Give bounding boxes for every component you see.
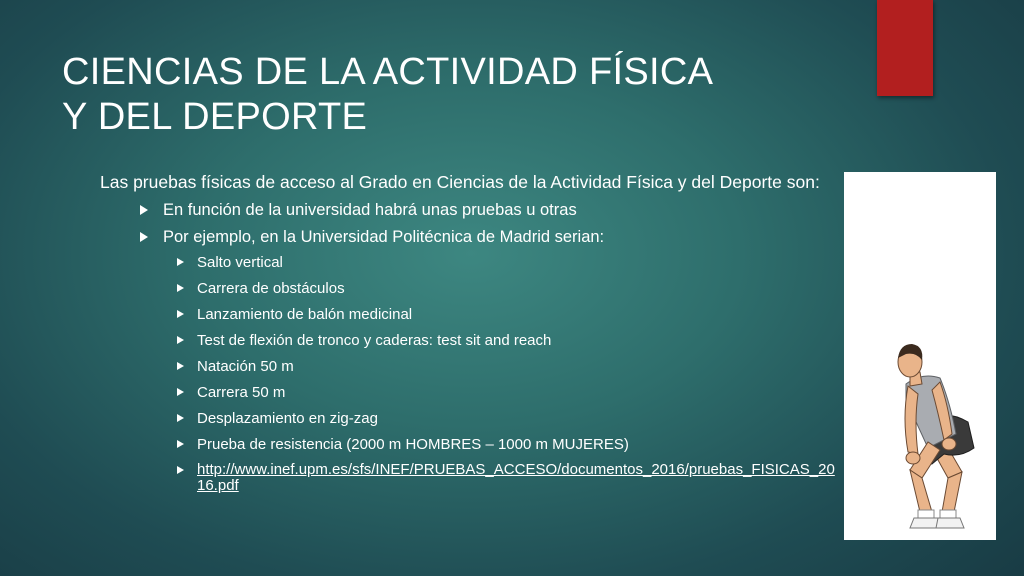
- list-item-text: Lanzamiento de balón medicinal: [197, 306, 413, 323]
- list-item-text: Por ejemplo, en la Universidad Politécnica de Madrid serian:: [163, 228, 605, 246]
- list-item-text: Prueba de resistencia (2000 m HOMBRES – 1000 m MUJERES): [197, 436, 629, 453]
- triangle-bullet-icon: [177, 336, 184, 344]
- triangle-bullet-icon: [140, 232, 148, 242]
- list-item: [100, 200, 840, 220]
- list-item-text: Salto vertical: [197, 254, 283, 271]
- triangle-bullet-icon: [177, 414, 184, 422]
- list-item-text: Test de flexión de tronco y caderas: test sit and reach: [197, 332, 552, 349]
- athlete-image: [844, 172, 996, 540]
- list-item: [100, 332, 840, 350]
- title-line-2: Y DEL DEPORTE: [62, 96, 368, 138]
- bullet-list-level2: [100, 254, 840, 494]
- triangle-bullet-icon: [177, 440, 184, 448]
- list-item: [100, 436, 840, 454]
- triangle-bullet-icon: [177, 388, 184, 396]
- triangle-bullet-icon: [177, 284, 184, 292]
- pruebas-pdf-link[interactable]: http://www.inef.upm.es/sfs/INEF/PRUEBAS_ACCESO/documentos_2016/pruebas_FISICAS_2016.pdf: [197, 461, 835, 494]
- slide-title: [62, 50, 852, 140]
- triangle-bullet-icon: [177, 258, 184, 266]
- list-item: [100, 254, 840, 272]
- list-item: [100, 462, 840, 494]
- list-item-text: Desplazamiento en zig-zag: [197, 410, 378, 427]
- athlete-crouching-illustration: [844, 172, 996, 540]
- triangle-bullet-icon: [177, 466, 184, 474]
- intro-paragraph: Las pruebas físicas de acceso al Grado en Ciencias de la Actividad Física y del Deporte son:: [100, 172, 820, 192]
- bullet-list-level1: [100, 200, 840, 247]
- red-accent-tab: [877, 0, 933, 96]
- list-item-text: Carrera de obstáculos: [197, 280, 345, 297]
- list-item: [100, 410, 840, 428]
- content-body: [100, 172, 840, 502]
- list-item-text: Natación 50 m: [197, 358, 294, 375]
- triangle-bullet-icon: [140, 205, 148, 215]
- triangle-bullet-icon: [177, 310, 184, 318]
- list-item-text: Carrera 50 m: [197, 384, 286, 401]
- list-item: [100, 358, 840, 376]
- list-item: [100, 306, 840, 324]
- list-item-text: En función de la universidad habrá unas pruebas u otras: [163, 201, 577, 219]
- list-item: [100, 384, 840, 402]
- triangle-bullet-icon: [177, 362, 184, 370]
- title-line-1: CIENCIAS DE LA ACTIVIDAD FÍSICA: [62, 51, 714, 93]
- list-item: [100, 227, 840, 247]
- list-item: [100, 280, 840, 298]
